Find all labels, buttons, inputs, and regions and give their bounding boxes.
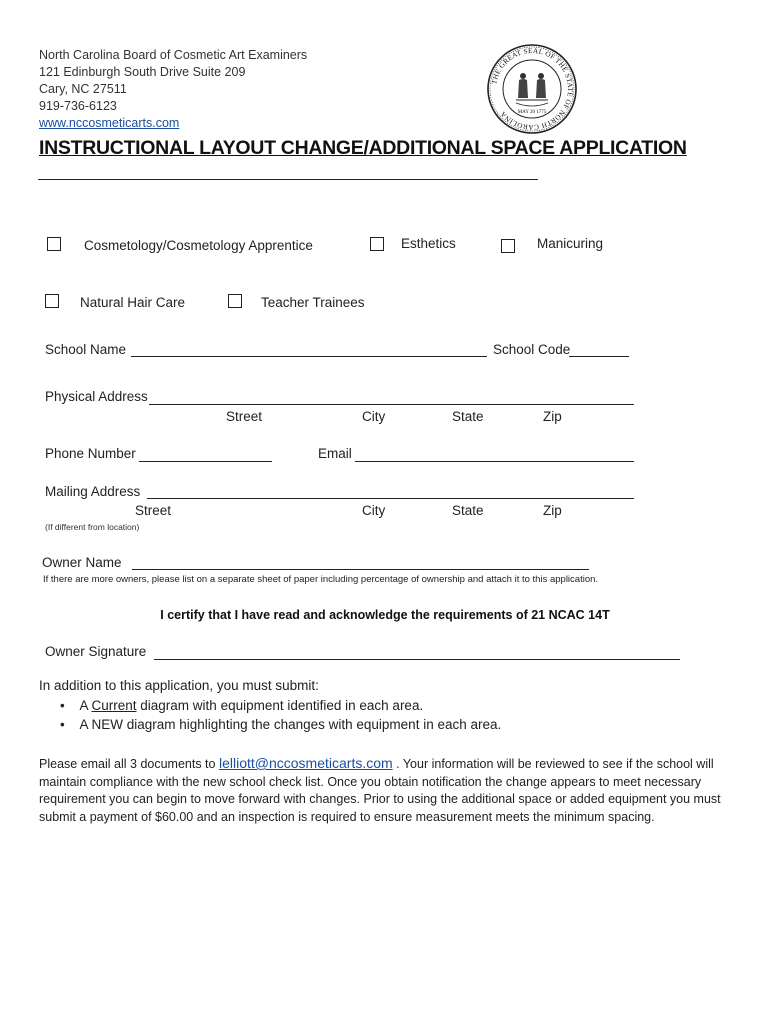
phone-number-text: 919-736-6123 <box>39 99 117 113</box>
bullet-icon: • <box>60 717 65 732</box>
natural-hair-care-checkbox[interactable] <box>45 294 59 308</box>
svg-text:MAY 20 1775: MAY 20 1775 <box>517 110 547 115</box>
natural-hair-care-label: Natural Hair Care <box>80 295 186 310</box>
manicuring-checkbox[interactable] <box>501 239 515 253</box>
physical-state-caption: State <box>452 409 484 424</box>
website-link[interactable]: www.nccosmeticarts.com <box>39 116 180 130</box>
mailing-address-input[interactable] <box>147 498 634 499</box>
school-name-label: School Name <box>45 342 127 357</box>
email-input[interactable] <box>355 461 634 462</box>
school-code-input[interactable] <box>569 356 629 357</box>
physical-street-caption: Street <box>226 409 263 424</box>
email-label: Email <box>318 446 352 461</box>
phone-number-input[interactable] <box>139 461 272 462</box>
org-name: North Carolina Board of Cosmetic Art Examiners <box>39 48 308 62</box>
physical-zip-caption: Zip <box>543 409 562 424</box>
header-address-block <box>39 47 307 132</box>
esthetics-label: Esthetics <box>401 236 456 251</box>
physical-city-caption: City <box>362 409 386 424</box>
physical-address-input[interactable] <box>149 404 634 405</box>
school-code-label: School Code <box>493 342 571 357</box>
page-title: INSTRUCTIONAL LAYOUT CHANGE/ADDITIONAL SPACE APPLICATION <box>39 137 687 159</box>
svg-text:THE GREAT SEAL OF THE STATE OF: THE GREAT SEAL OF THE STATE OF NORTH CAROLINA <box>490 46 575 132</box>
certify-statement: I certify that I have read and acknowledge the requirements of 21 NCAC 14T <box>160 608 610 622</box>
mailing-state-caption: State <box>452 503 484 518</box>
title-divider <box>38 179 538 180</box>
teacher-trainees-checkbox[interactable] <box>228 294 242 308</box>
mailing-street-caption: Street <box>135 503 172 518</box>
owner-signature-label: Owner Signature <box>45 644 147 659</box>
teacher-trainees-label: Teacher Trainees <box>261 295 365 310</box>
manicuring-label: Manicuring <box>537 236 604 251</box>
address-line-1: 121 Edinburgh South Drive Suite 209 <box>39 65 246 79</box>
cosmetology-label: Cosmetology/Cosmetology Apprentice <box>84 238 313 253</box>
submit-item-new-diagram: • A NEW diagram highlighting the changes with equipment in each area. <box>60 717 502 732</box>
address-line-2: Cary, NC 27511 <box>39 82 127 96</box>
esthetics-checkbox[interactable] <box>370 237 384 251</box>
phone-number-label: Phone Number <box>45 446 136 461</box>
school-name-input[interactable] <box>131 356 487 357</box>
contact-email-link[interactable]: lelliott@nccosmeticarts.com <box>218 755 393 771</box>
mailing-address-note: (If different from location) <box>45 522 140 532</box>
mailing-city-caption: City <box>362 503 386 518</box>
owner-name-label: Owner Name <box>42 555 122 570</box>
physical-address-label: Physical Address <box>45 389 148 404</box>
cosmetology-checkbox[interactable] <box>47 237 61 251</box>
mailing-zip-caption: Zip <box>543 503 562 518</box>
mailing-address-label: Mailing Address <box>45 484 141 499</box>
owner-name-input[interactable] <box>132 569 589 570</box>
submit-item-current-diagram: • A Current diagram with equipment identified in each area. <box>60 698 424 713</box>
submit-intro: In addition to this application, you must submit: <box>39 678 319 693</box>
owner-signature-input[interactable] <box>154 659 680 660</box>
owner-note: If there are more owners, please list on a separate sheet of paper including percentage of ownership and attach it to this application. <box>43 574 599 585</box>
bullet-icon: • <box>60 698 65 713</box>
instructions-paragraph: Please email all 3 documents to lelliott@nccosmeticarts.com . Your information will be reviewed to see if the school will maintain compliance with the new school check list. Once you obtain notification the change appears to meet necessary requirement you can begin to move forward with changes. Prior to using the additional space or added equipment you must submit a payment of $60.00 and an inspection is required to ensure measurement meets the minimum spacing. <box>39 755 721 824</box>
state-seal-icon <box>486 43 578 135</box>
